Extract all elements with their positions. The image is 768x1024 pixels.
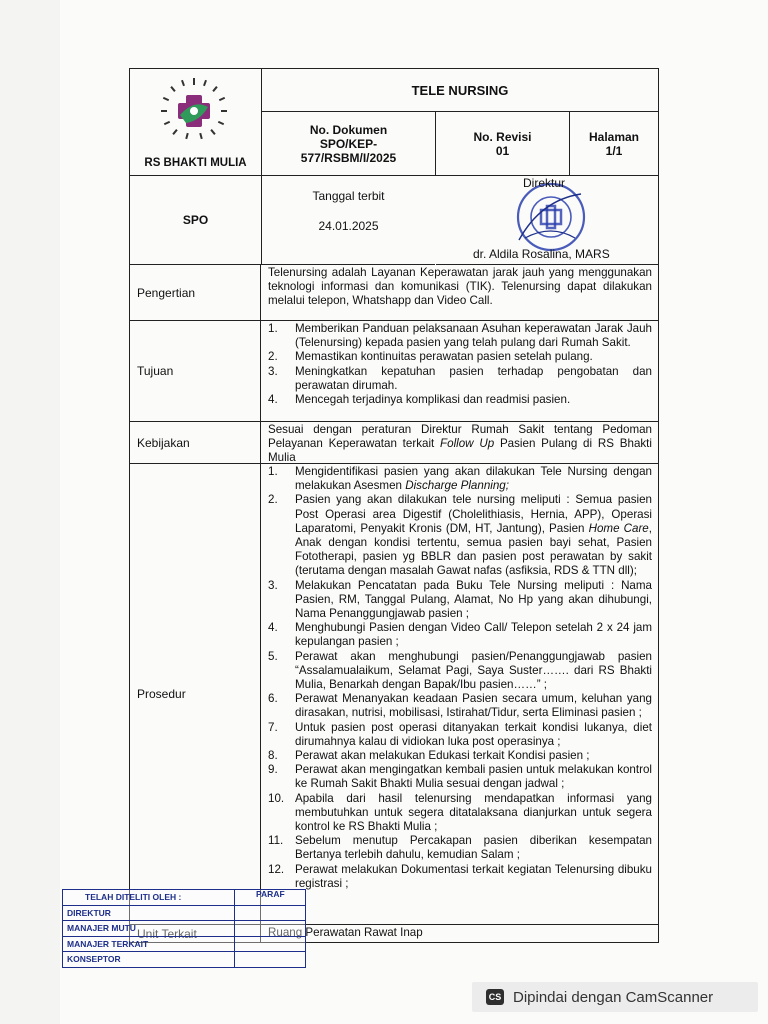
list-item: 9. Perawat akan mengingatkan kembali pasien untuk melakukan kontrol ke Rumah Sakit Bhakti Mulia sesuai dengan jadwal ; — [268, 763, 652, 791]
content-prosedur — [262, 464, 658, 924]
list-item: 5. Perawat akan menghubungi pasien/Penanggungjawab pasien “Assalamualaikum, Selamat Pagi, Saya Suster……. dari RS Bhakti Mulia, Benarkah dengan Bapak/Ibu pasien……” ; — [268, 649, 652, 692]
content-kebijakan: Sesuai dengan peraturan Direktur Rumah Sakit tentang Pedoman Pelayanan Keperawatan terkait Follow Up Pasien Pulang di RS Bhakti Mulia — [268, 423, 652, 463]
list-item: 1. Mengidentifikasi pasien yang akan dilakukan Tele Nursing dengan melakukan Asesmen Discharge Planning; — [268, 465, 652, 493]
content-tujuan — [262, 321, 658, 421]
list-item: 10. Apabila dari hasil telenursing mendapatkan informasi yang membutuhkan untuk segera ditatalaksana dianjurkan untuk segera kontrol ke RS Bhakti Mulia ; — [268, 791, 652, 834]
list-item: 11. Sebelum menutup Percakapan pasien diberikan kesempatan Bertanya terlebih dahulu, kemudian Salam ; — [268, 834, 652, 862]
hospital-logo-cell — [130, 69, 262, 176]
approval-row: DIREKTUR — [62, 905, 306, 921]
approval-stamp — [62, 889, 306, 968]
spo-label: SPO — [130, 176, 262, 265]
list-item: 7. Untuk pasien post operasi ditanyakan terkait kondisi lukanya, diet dirumahnya kalau di vidiokan luka post operasinya ; — [268, 720, 652, 748]
signature-cell — [436, 176, 658, 265]
approval-paraf-label: PARAF — [256, 889, 285, 899]
label-unit-terkait: Unit Terkait — [130, 925, 261, 942]
approval-header: TELAH DITELITI OLEH : — [62, 889, 306, 905]
content-unit-terkait: Ruang Perawatan Rawat Inap — [268, 926, 423, 939]
list-item: 1. Memberikan Panduan pelaksanaan Asuhan keperawatan Jarak Jauh (Telenursing) kepada pasien yang telah pulang dari Rumah Sakit. — [268, 322, 652, 350]
page-value: 1/1 — [605, 143, 623, 158]
document-title: TELE NURSING — [262, 69, 658, 112]
document-number-cell — [262, 112, 436, 176]
page-cell — [570, 112, 658, 176]
signer-title: Direktur — [523, 176, 566, 190]
row-prosedur — [130, 464, 658, 925]
document-number-label: No. Dokumen — [309, 122, 388, 137]
issue-date-cell — [262, 176, 435, 265]
row-pengertian — [130, 265, 658, 321]
document-number-line2: 577/RSBM/I/2025 — [300, 150, 397, 165]
list-item: 3. Melakukan Pencatatan pada Buku Tele Nursing meliputi : Nama Pasien, RM, Tanggal Pulang, Alamat, No Hp yang akan dihubungi, Nama Penanggungjawab pasien ; — [268, 578, 652, 621]
scanner-text: Dipindai dengan CamScanner — [513, 988, 714, 1006]
list-item: 8. Perawat akan melakukan Edukasi terkait Kondisi pasien ; — [268, 749, 590, 763]
row-tujuan — [130, 321, 658, 422]
issue-date-label: Tanggal terbit — [312, 189, 385, 203]
approval-row: MANAJER MUTU — [62, 920, 306, 936]
scanner-watermark — [472, 982, 758, 1012]
label-tujuan: Tujuan — [130, 321, 261, 421]
hospital-logo-icon — [130, 69, 261, 157]
spo-document — [129, 68, 659, 943]
document-number-line1: SPO/KEP- — [319, 136, 378, 151]
camscanner-logo-icon: CS — [486, 989, 504, 1005]
label-pengertian: Pengertian — [130, 265, 261, 320]
list-item: 12. Perawat melakukan Dokumentasi terkait kegiatan Telenursing dibuku registrasi ; — [268, 862, 652, 890]
list-item: 3. Meningkatkan kepatuhan pasien terhadap pengobatan dan perawatan dirumah. — [268, 364, 652, 392]
revision-cell — [436, 112, 570, 176]
issue-date-value: 24.01.2025 — [318, 219, 379, 233]
content-pengertian: Telenursing adalah Layanan Keperawatan jarak jauh yang menggunakan teknologi informasi dan komunikasi (TIK). Telenursing dapat dilakukan melalui telepon, Whatshapp dan Video Call. — [268, 266, 652, 308]
list-item: 4. Menghubungi Pasien dengan Video Call/ Telepon setelah 2 x 24 jam kepulangan pasien ; — [268, 621, 652, 649]
revision-label: No. Revisi — [473, 129, 532, 144]
hospital-stamp-icon — [511, 180, 591, 254]
list-item: 2. Pasien yang akan dilakukan tele nursing meliputi : Semua pasien Post Operasi area Digestif (Cholelithiasis, Hernia, APP), Operasi Laparatomi, Penyakit Kronis (DM, HT, Jantung), Pasien Home Care, Anak dengan kondisi tertentu, semua pasien bayi sehat, Pasien Fototherapi, pasien yg BBLR dan pasien post perawatan by sakit (terutama dengan masalah Gawat nafas (asfiksia, RDS & TTN dll); — [268, 493, 652, 578]
row-kebijakan — [130, 422, 658, 464]
revision-value: 01 — [495, 143, 510, 158]
hospital-name: RS BHAKTI MULIA — [144, 157, 247, 169]
label-prosedur: Prosedur — [130, 464, 261, 924]
label-kebijakan: Kebijakan — [130, 422, 261, 463]
page-label: Halaman — [588, 129, 640, 144]
list-item: 4. Mencegah terjadinya komplikasi dan readmisi pasien. — [268, 393, 571, 407]
list-item: 6. Perawat Menanyakan keadaan Pasien secara umum, keluhan yang dirasakan, nutrisi, mobilisasi, Istirahat/Tidur, serta Eliminasi pasien ; — [268, 692, 652, 720]
signer-name: dr. Aldila Rosalina, MARS — [473, 247, 610, 261]
approval-row: KONSEPTOR — [62, 951, 306, 968]
approval-row: MANAJER TERKAIT — [62, 936, 306, 952]
list-item: 2. Memastikan kontinuitas perawatan pasien setelah pulang. — [268, 350, 593, 364]
